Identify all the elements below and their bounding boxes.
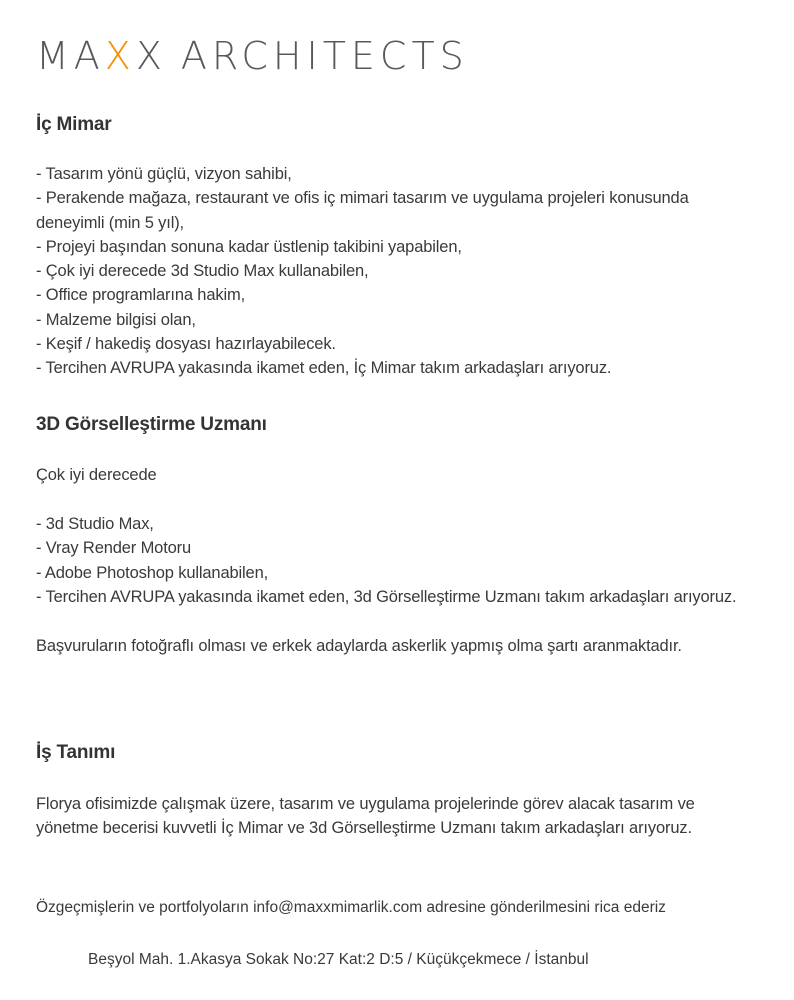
list-item: - Tercihen AVRUPA yakasında ikamet eden, 3d Görselleştirme Uzmanı takım arkadaşları arıyoruz. <box>36 587 737 606</box>
section-title-job-description: İş Tanımı <box>36 742 116 763</box>
list-item: - Tercihen AVRUPA yakasında ikamet eden, İç Mimar takım arkadaşları arıyoruz. <box>36 359 612 378</box>
logo-text-architects: ARCHITECTS <box>180 34 469 78</box>
list-item: - Projeyi başından sonuna kadar üstlenip takibini yapabilen, <box>36 237 462 256</box>
office-address: Beşyol Mah. 1.Akasya Sokak No:27 Kat:2 D:5 / Küçükçekmece / İstanbul <box>88 951 589 968</box>
section-title-ic-mimar: İç Mimar <box>36 114 112 135</box>
ic-mimar-requirements <box>36 162 786 381</box>
logo-accent-x: X <box>104 34 136 78</box>
list-item: - Tasarım yönü güçlü, vizyon sahibi, <box>36 165 292 183</box>
logo-text-x: X <box>135 34 167 78</box>
list-item: - 3d Studio Max, <box>36 515 154 533</box>
list-item: - Adobe Photoshop kullanabilen, <box>36 563 269 582</box>
list-item: - Çok iyi derecede 3d Studio Max kullanabilen, <box>36 262 369 281</box>
application-instructions: Özgeçmişlerin ve portfolyoların info@maxxmimarlik.com adresine gönderilmesini rica ederiz <box>36 899 666 916</box>
visualization-intro: Çok iyi derecede <box>36 466 157 484</box>
list-item: - Vray Render Motoru <box>36 539 192 558</box>
company-logo <box>36 34 469 78</box>
logo-text-ma: MA <box>36 34 105 78</box>
condition-text: Başvuruların fotoğraflı olması ve erkek adaylarda askerlik yapmış olma şartı aranmaktadır. <box>36 637 682 655</box>
application-condition-note <box>36 634 786 658</box>
list-item: - Office programlarına hakim, <box>36 286 246 305</box>
visualization-requirements <box>36 512 786 609</box>
list-item: - Keşif / hakediş dosyası hazırlayabilecek. <box>36 335 336 354</box>
list-item: - Malzeme bilgisi olan, <box>36 310 196 329</box>
section-title-3d-visualization: 3D Görselleştirme Uzmanı <box>36 414 267 435</box>
job-description-text: Florya ofisimizde çalışmak üzere, tasarım ve uygulama projelerinde görev alacak tasarım ve yönetme becerisi kuvvetli İç Mimar ve 3d Görselleştirme Uzmanı takım arkadaşları arıyoruz. <box>36 795 695 838</box>
list-item: - Perakende mağaza, restaurant ve ofis iç mimari tasarım ve uygulama projeleri konusunda deneyimli (min 5 yıl), <box>36 189 689 232</box>
